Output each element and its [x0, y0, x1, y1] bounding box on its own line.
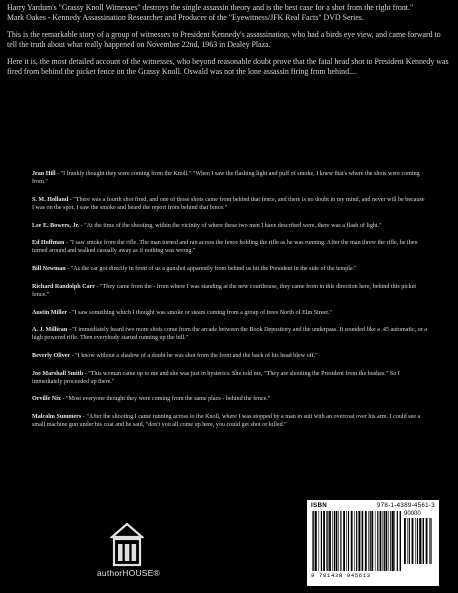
witness-name: S. M. Holland [32, 196, 69, 203]
publisher-name: authorHOUSE® [97, 568, 160, 578]
barcode-icon [311, 511, 401, 571]
endorsement-quote: Harry Yardum's "Grassy Knoll Witnesses" destroys the single assassin theory and is the best case for a shot from the right front." Mark Oakes - Kennedy Assassination Researcher and Producer of the "Eyewitness/JFK Real Facts" DVD Series. [7, 3, 414, 22]
isbn-line [311, 502, 435, 509]
barcode-number: 9 781438 945613 [311, 572, 371, 579]
testimony [32, 196, 427, 212]
witness-quote: - "Most everyone thought they were coming from the same place - behind the fence." [60, 396, 271, 403]
witness-quote: - "At the time of the shooting, within the vicinity of where these two men I have described were, there was a flash of light." [79, 222, 382, 229]
testimony [32, 222, 427, 230]
testimony [32, 370, 427, 386]
witness-quote: - "After the shooting I came running across to the Knoll, where I was stopped by a man in suit with an overcoat over his arm. I could see a small machine gun under his coat and he said, "don't you all come up here, you could get shot or killed." [32, 414, 421, 429]
testimony [32, 309, 427, 317]
intro-paragraph-3: Here it is, the most detailed account of the witnesses, who beyond reasonable doubt prove that the fatal head shot to President Kennedy was fired from behind the picket fence on the Grassy Knoll. Oswald was not the lone assassin firing from behind.... [7, 57, 449, 76]
witness-quote: - "They came from the - from where I was standing at the new courthouse, they came from in this direction here, behind this picket fence." [32, 283, 417, 298]
witness-name: Lee E. Bowers, Jr. [32, 222, 80, 229]
isbn-barcode-block [307, 500, 439, 586]
testimony [32, 413, 427, 429]
witness-quote: - "As the car got directly in front of us a gunshot apparently from behind us hit the President in the side of the temple." [65, 266, 357, 273]
intro-paragraph-2: This is the remarkable story of a group of witnesses to President Kennedy's assassination, who had a birds eye view, and came forward to tell the truth about what really happened on November 22nd, 1963 in Dealey Plaza. [7, 30, 441, 49]
witness-name: Austin Miller [32, 309, 68, 316]
back-cover-intro [7, 3, 451, 85]
testimony [32, 170, 427, 186]
witness-name: Jean Hill [32, 171, 56, 177]
isbn-label: ISBN [311, 502, 327, 509]
witness-quote: - "I saw something which I thought was smoke or steam coming from a group of trees North of Elm Street." [67, 309, 332, 316]
witness-quote: - "This woman came up to me and she was just in hysterics. She told me, "They are shooting the President from the bushes." So I immediately proceeded up there." [32, 370, 400, 385]
witness-name: Orville Nix [32, 396, 61, 403]
witness-name: Joe Marshall Smith [32, 370, 84, 377]
witness-name: Beverly Oliver [32, 352, 71, 359]
publisher-logo [97, 523, 160, 593]
testimony [32, 283, 427, 299]
witness-quote: - "I frankly thought they were coming from the Knoll." "When I saw the flashing light and puff of smoke, I knew that's where the shots were coming from." [32, 171, 420, 186]
testimony [32, 326, 427, 342]
testimony [32, 239, 427, 255]
witness-name: Richard Randolph Carr [32, 283, 95, 290]
witness-name: Bill Newman [32, 266, 66, 273]
witness-quote: - "There was a fourth shot fired, and one of those shots came from behind that fence, and there is no doubt in my mind, and never will be because I was on the spot. I saw the smoke and heard the report from behind that fence." [32, 196, 425, 211]
endorsement-attribution: Mark Oakes - Kennedy Assassination Researcher and Producer of the "Eyewitness/JFK Real Facts" DVD Series. [7, 12, 364, 22]
testimony [32, 265, 427, 273]
witness-name: Ed Hoffman [32, 240, 65, 247]
price-code: 90000 [404, 511, 421, 517]
witness-name: A. J. Millican [32, 327, 68, 334]
isbn-number: 978-1-4389-4561-3 [376, 502, 435, 509]
witness-quote: - "I know without a shadow of a doubt he was shot from the front and the back of his head blew off." [70, 352, 318, 359]
witness-name: Malcolm Summers [32, 414, 82, 421]
testimony [32, 395, 427, 403]
house-icon [110, 523, 144, 567]
witness-quote: - "I saw smoke from the rifle. The man turned and ran across the fence holding the rifle as he was running. After the man threw the rifle, he then turned around and walked casually away as if nothing was wrong." [32, 240, 418, 255]
witness-quote: - "I immediately heard two more shots come from the arcade between the Book Depository and the underpass. It sounded like a .45 automatic, or a high powered rifle. Then everybody started running up the hill." [32, 327, 427, 342]
witness-testimonies [32, 170, 427, 439]
price-barcode-icon [403, 518, 433, 564]
testimony [32, 352, 427, 360]
